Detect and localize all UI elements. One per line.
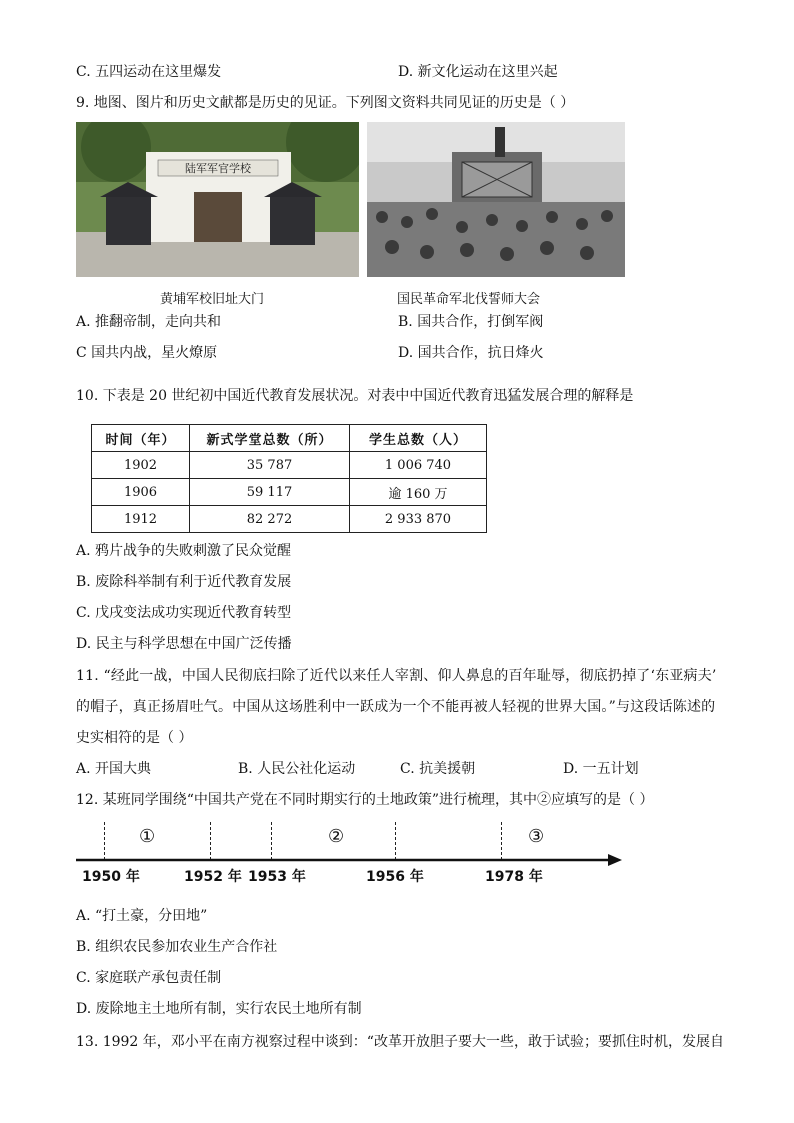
gate-sign-text: 陆军军官学校 <box>185 162 251 175</box>
q9-option-a: A. 推翻帝制，走向共和 <box>76 314 222 330</box>
q12-option-c: C. 家庭联产承包责任制 <box>76 970 222 986</box>
q10-option-c: C. 戊戌变法成功实现近代教育转型 <box>76 605 292 621</box>
table-header: 时间（年） <box>92 425 190 452</box>
table-row <box>92 479 487 506</box>
northern-expedition-photo <box>367 122 625 277</box>
timeline-label-3: ③ <box>528 826 545 847</box>
timeline-year: 1978 年 <box>485 869 543 885</box>
timeline-year: 1953 年 <box>248 869 306 885</box>
q10-option-d: D. 民主与科学思想在中国广泛传播 <box>76 636 292 652</box>
table-cell: 2 933 870 <box>350 506 487 533</box>
table-cell: 82 272 <box>190 506 350 533</box>
q12-stem: 12. 某班同学围绕“中国共产党在不同时期实行的土地政策”进行梳理，其中②应填写的是（ ） <box>76 792 654 808</box>
q13-stem: 13. 1992 年，邓小平在南方视察过程中谈到：“改革开放胆子要大一些，敢于试验；要抓住时机，发展自 <box>76 1034 724 1050</box>
table-header: 新式学堂总数（所） <box>190 425 350 452</box>
q9-option-d: D. 国共合作，抗日烽火 <box>398 345 544 361</box>
timeline-arrow <box>76 852 626 868</box>
timeline-label-1: ① <box>139 826 156 847</box>
table-cell: 1 006 740 <box>350 452 487 479</box>
caption-northern-expedition: 国民革命军北伐誓师大会 <box>397 292 541 307</box>
table-header: 学生总数（人） <box>350 425 487 452</box>
table-cell: 59 117 <box>190 479 350 506</box>
timeline-year: 1952 年 <box>184 869 242 885</box>
q9-option-c: C 国共内战，星火燎原 <box>76 345 218 361</box>
education-table <box>91 424 487 533</box>
q11-option-b: B. 人民公社化运动 <box>238 761 356 777</box>
timeline-year: 1956 年 <box>366 869 424 885</box>
q11-option-d: D. 一五计划 <box>563 761 639 777</box>
caption-huangpu: 黄埔军校旧址大门 <box>160 292 265 307</box>
q12-option-d: D. 废除地主土地所有制，实行农民土地所有制 <box>76 1001 362 1017</box>
table-cell: 逾 160 万 <box>350 479 487 506</box>
table-header-row <box>92 425 487 452</box>
q8-option-c: C. 五四运动在这里爆发 <box>76 64 222 80</box>
q9-stem: 9. 地图、图片和历史文献都是历史的见证。下列图文资料共同见证的历史是（ ） <box>76 95 575 111</box>
timeline-label-2: ② <box>328 826 345 847</box>
q10-option-b: B. 废除科举制有利于近代教育发展 <box>76 574 292 590</box>
q9-option-b: B. 国共合作，打倒军阀 <box>398 314 544 330</box>
q8-option-d: D. 新文化运动在这里兴起 <box>398 64 558 80</box>
q10-option-a: A. 鸦片战争的失败刺激了民众觉醒 <box>76 543 292 559</box>
huangpu-gate-photo <box>76 122 359 277</box>
q11-option-c: C. 抗美援朝 <box>400 761 476 777</box>
timeline-year: 1950 年 <box>82 869 140 885</box>
q11-stem-line2: 的帽子，真正扬眉吐气。中国从这场胜利中一跃成为一个不能再被人轻视的世界大国。”与这段话陈述的 <box>76 699 716 715</box>
table-cell: 1912 <box>92 506 190 533</box>
q10-stem: 10. 下表是 20 世纪初中国近代教育发展状况。对表中中国近代教育迅猛发展合理的解释是 <box>76 388 634 404</box>
q12-option-a: A. “打土豪，分田地” <box>76 908 208 924</box>
q11-stem-line3: 史实相符的是（ ） <box>76 730 193 746</box>
q12-option-b: B. 组织农民参加农业生产合作社 <box>76 939 278 955</box>
q11-option-a: A. 开国大典 <box>76 761 152 777</box>
q11-stem-line1: 11. “经此一战，中国人民彻底扫除了近代以来任人宰割、仰人鼻息的百年耻辱，彻底扔掉了‘东亚病夫’ <box>76 668 717 684</box>
table-cell: 1902 <box>92 452 190 479</box>
table-row <box>92 452 487 479</box>
table-row <box>92 506 487 533</box>
table-cell: 1906 <box>92 479 190 506</box>
table-cell: 35 787 <box>190 452 350 479</box>
